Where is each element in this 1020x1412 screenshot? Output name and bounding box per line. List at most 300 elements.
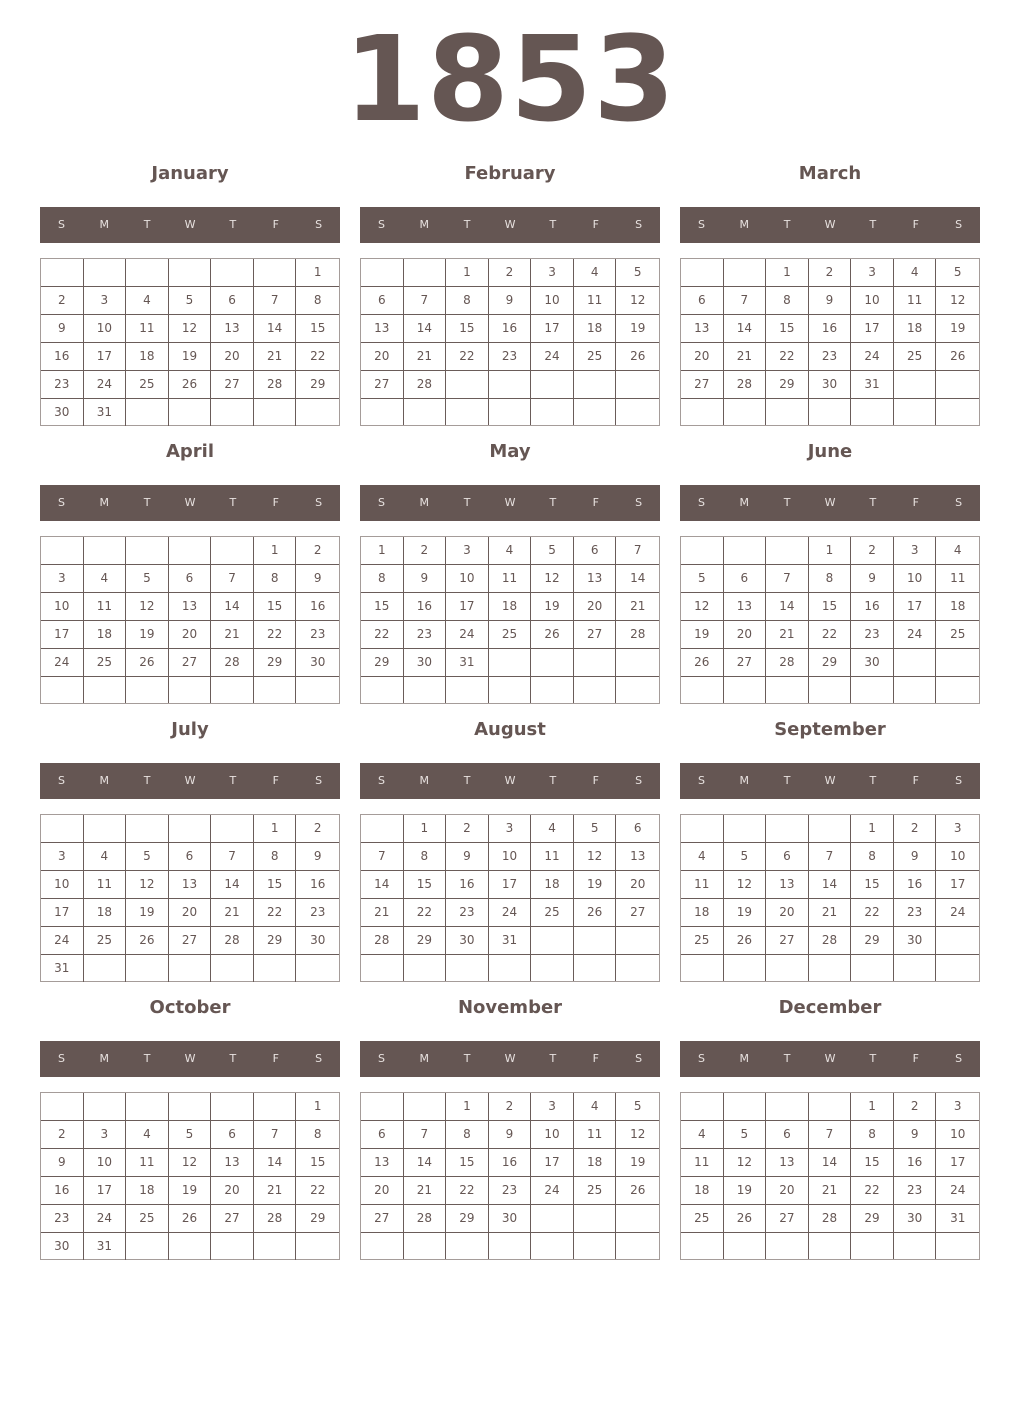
day-cell: 21 [809,1177,852,1205]
day-cell: 2 [894,815,937,843]
empty-cell [531,927,574,955]
month-title: July [171,719,209,740]
day-cell: 19 [126,899,169,927]
day-cell: 18 [84,899,127,927]
day-cell: 11 [489,565,532,593]
empty-cell [531,1233,574,1259]
day-cell: 28 [211,649,254,677]
empty-cell [574,1233,617,1259]
day-cell: 10 [531,1121,574,1149]
empty-cell [126,259,169,287]
empty-cell [574,677,617,703]
day-cell: 3 [446,537,489,565]
weekday-label: S [635,774,643,787]
day-cell: 19 [936,315,979,343]
empty-cell [296,955,339,982]
day-grid [360,1092,660,1260]
day-cell: 3 [84,1121,127,1149]
day-cell: 1 [446,259,489,287]
weekday-label: F [272,496,279,509]
day-cell: 12 [724,871,767,899]
day-cell: 14 [254,1149,297,1177]
day-cell: 25 [126,371,169,399]
empty-cell [616,1205,659,1233]
day-cell: 8 [254,565,297,593]
day-cell: 5 [169,1121,212,1149]
day-cell: 18 [681,1177,724,1205]
day-cell: 24 [446,621,489,649]
weekday-label: F [912,774,919,787]
day-cell: 2 [296,815,339,843]
empty-cell [126,677,169,703]
weekday-label: S [57,774,65,787]
day-cell: 29 [296,371,339,399]
day-cell: 7 [254,1121,297,1149]
day-cell: 19 [169,1177,212,1205]
day-cell: 30 [809,371,852,399]
day-cell: 9 [41,1149,84,1177]
month-title: May [489,441,531,462]
day-grid [40,1092,340,1260]
day-cell: 9 [851,565,894,593]
day-cell: 25 [681,1205,724,1233]
weekday-label: T [549,496,557,509]
weekday-label: W [184,496,196,509]
day-cell: 29 [766,371,809,399]
day-cell: 19 [616,315,659,343]
day-cell: 26 [126,649,169,677]
empty-cell [41,537,84,565]
weekday-label: T [143,496,151,509]
day-cell: 10 [531,287,574,315]
day-cell: 22 [254,621,297,649]
day-cell: 28 [404,1205,447,1233]
day-cell: 8 [446,287,489,315]
day-cell: 17 [41,621,84,649]
day-cell: 7 [616,537,659,565]
day-cell: 1 [296,259,339,287]
day-cell: 19 [616,1149,659,1177]
empty-cell [894,1233,937,1259]
day-cell: 9 [489,1121,532,1149]
day-cell: 22 [404,899,447,927]
day-cell: 2 [809,259,852,287]
day-cell: 7 [766,565,809,593]
day-cell: 17 [936,1149,979,1177]
day-cell: 25 [84,927,127,955]
day-cell: 8 [404,843,447,871]
weekday-header [360,207,660,243]
day-cell: 12 [126,593,169,621]
day-cell: 8 [851,843,894,871]
day-cell: 5 [616,259,659,287]
day-cell: 10 [894,565,937,593]
day-cell: 26 [169,371,212,399]
day-cell: 1 [254,537,297,565]
day-cell: 11 [126,315,169,343]
day-grid [680,1092,980,1260]
empty-cell [574,927,617,955]
day-cell: 29 [446,1205,489,1233]
weekday-header [40,1041,340,1077]
empty-cell [681,955,724,981]
day-cell: 20 [766,899,809,927]
day-cell: 17 [531,1149,574,1177]
day-cell: 30 [404,649,447,677]
day-cell: 15 [851,871,894,899]
day-cell: 20 [574,593,617,621]
day-cell: 18 [574,315,617,343]
empty-cell [936,649,979,677]
day-cell: 8 [766,287,809,315]
empty-cell [531,1205,574,1233]
day-grid [40,258,340,426]
day-cell: 21 [404,1177,447,1205]
empty-cell [531,371,574,399]
weekday-label: S [377,218,385,231]
day-cell: 21 [211,899,254,927]
weekday-header [680,1041,980,1077]
empty-cell [681,677,724,703]
day-cell: 22 [361,621,404,649]
day-cell: 22 [254,899,297,927]
day-cell: 17 [531,315,574,343]
day-cell: 1 [446,1093,489,1121]
empty-cell [211,1093,254,1121]
day-grid [40,814,340,982]
weekday-header [40,763,340,799]
weekday-label: T [143,218,151,231]
day-cell: 13 [169,871,212,899]
day-cell: 3 [851,259,894,287]
day-cell: 18 [84,621,127,649]
day-cell: 29 [404,927,447,955]
day-cell: 3 [894,537,937,565]
day-cell: 24 [41,927,84,955]
weekday-label: W [824,218,836,231]
weekday-label: S [57,496,65,509]
day-cell: 10 [446,565,489,593]
day-cell: 13 [766,1149,809,1177]
weekday-label: W [824,774,836,787]
day-cell: 18 [936,593,979,621]
weekday-label: T [783,218,791,231]
day-cell: 30 [296,649,339,677]
weekday-label: T [463,774,471,787]
day-cell: 16 [894,871,937,899]
empty-cell [489,649,532,677]
day-cell: 31 [489,927,532,955]
day-cell: 14 [361,871,404,899]
day-cell: 14 [404,315,447,343]
day-cell: 26 [574,899,617,927]
day-cell: 11 [84,593,127,621]
day-cell: 29 [254,649,297,677]
empty-cell [169,955,212,982]
day-cell: 24 [84,371,127,399]
weekday-label: T [783,774,791,787]
empty-cell [211,537,254,565]
empty-cell [361,259,404,287]
day-cell: 23 [809,343,852,371]
empty-cell [936,955,979,981]
day-cell: 29 [254,927,297,955]
empty-cell [809,955,852,981]
empty-cell [84,677,127,703]
weekday-header [360,485,660,521]
day-cell: 28 [211,927,254,955]
day-cell: 8 [296,287,339,315]
day-cell: 21 [211,621,254,649]
day-cell: 30 [851,649,894,677]
empty-cell [254,955,297,982]
empty-cell [489,677,532,703]
day-cell: 22 [766,343,809,371]
day-cell: 16 [296,871,339,899]
empty-cell [126,955,169,982]
empty-cell [894,649,937,677]
day-cell: 12 [531,565,574,593]
weekday-label: F [592,218,599,231]
day-cell: 5 [574,815,617,843]
empty-cell [766,1093,809,1121]
day-cell: 21 [766,621,809,649]
weekday-label: T [143,1052,151,1065]
empty-cell [936,677,979,703]
day-cell: 1 [851,815,894,843]
empty-cell [766,1233,809,1259]
day-cell: 5 [724,1121,767,1149]
empty-cell [766,815,809,843]
day-cell: 20 [724,621,767,649]
day-cell: 28 [809,1205,852,1233]
day-cell: 19 [126,621,169,649]
weekday-label: M [419,1052,430,1065]
day-cell: 16 [489,315,532,343]
weekday-label: T [549,218,557,231]
day-cell: 23 [446,899,489,927]
weekday-label: M [99,774,110,787]
empty-cell [766,677,809,703]
day-cell: 8 [296,1121,339,1149]
empty-cell [361,399,404,425]
day-cell: 19 [169,343,212,371]
empty-cell [84,1093,127,1121]
day-cell: 30 [894,1205,937,1233]
empty-cell [936,399,979,425]
day-cell: 27 [766,1205,809,1233]
day-cell: 6 [169,843,212,871]
empty-cell [616,399,659,425]
empty-cell [361,1233,404,1259]
day-cell: 4 [489,537,532,565]
day-cell: 18 [681,899,724,927]
day-cell: 23 [489,1177,532,1205]
day-cell: 23 [296,621,339,649]
day-cell: 13 [766,871,809,899]
day-cell: 13 [361,1149,404,1177]
weekday-label: T [229,774,237,787]
weekday-label: W [824,496,836,509]
empty-cell [296,677,339,703]
day-cell: 4 [681,843,724,871]
day-cell: 27 [574,621,617,649]
weekday-label: F [272,1052,279,1065]
empty-cell [766,399,809,425]
day-cell: 16 [851,593,894,621]
empty-cell [809,815,852,843]
day-cell: 28 [254,371,297,399]
weekday-label: S [315,774,323,787]
weekday-header [680,207,980,243]
empty-cell [404,955,447,981]
empty-cell [404,399,447,425]
weekday-label: M [419,774,430,787]
day-cell: 24 [84,1205,127,1233]
day-cell: 15 [446,1149,489,1177]
weekday-label: W [824,1052,836,1065]
day-cell: 22 [296,1177,339,1205]
day-cell: 6 [766,1121,809,1149]
day-cell: 4 [574,1093,617,1121]
empty-cell [531,649,574,677]
day-cell: 22 [809,621,852,649]
day-cell: 7 [211,843,254,871]
day-cell: 15 [446,315,489,343]
day-cell: 4 [574,259,617,287]
day-cell: 30 [41,1233,84,1260]
day-grid [360,814,660,982]
empty-cell [169,537,212,565]
month-title: January [151,163,229,184]
empty-cell [41,815,84,843]
empty-cell [84,955,127,982]
day-cell: 8 [254,843,297,871]
day-cell: 25 [574,1177,617,1205]
day-cell: 1 [296,1093,339,1121]
weekday-label: S [315,1052,323,1065]
weekday-label: S [377,1052,385,1065]
day-cell: 23 [404,621,447,649]
day-cell: 1 [254,815,297,843]
day-cell: 26 [616,343,659,371]
day-cell: 18 [894,315,937,343]
day-cell: 20 [169,899,212,927]
day-cell: 19 [724,1177,767,1205]
weekday-header [680,485,980,521]
day-cell: 2 [489,259,532,287]
empty-cell [616,955,659,981]
empty-cell [489,399,532,425]
day-cell: 9 [809,287,852,315]
day-cell: 22 [851,1177,894,1205]
weekday-label: S [377,774,385,787]
day-cell: 24 [531,1177,574,1205]
weekday-label: T [463,218,471,231]
day-cell: 19 [724,899,767,927]
day-cell: 7 [361,843,404,871]
empty-cell [894,371,937,399]
day-cell: 5 [936,259,979,287]
day-cell: 7 [404,287,447,315]
day-cell: 10 [84,315,127,343]
empty-cell [681,259,724,287]
day-cell: 30 [894,927,937,955]
day-cell: 24 [41,649,84,677]
day-cell: 26 [936,343,979,371]
day-cell: 3 [84,287,127,315]
empty-cell [894,399,937,425]
empty-cell [616,677,659,703]
weekday-label: M [99,496,110,509]
day-cell: 16 [894,1149,937,1177]
day-grid [360,258,660,426]
empty-cell [404,259,447,287]
day-cell: 7 [809,1121,852,1149]
day-cell: 4 [126,1121,169,1149]
day-cell: 25 [574,343,617,371]
empty-cell [361,1093,404,1121]
day-cell: 28 [254,1205,297,1233]
day-cell: 6 [766,843,809,871]
empty-cell [84,537,127,565]
day-cell: 12 [936,287,979,315]
day-cell: 9 [296,565,339,593]
day-cell: 7 [809,843,852,871]
empty-cell [894,955,937,981]
empty-cell [41,259,84,287]
day-cell: 12 [616,287,659,315]
day-cell: 26 [169,1205,212,1233]
weekday-label: S [697,218,705,231]
day-cell: 24 [936,1177,979,1205]
empty-cell [446,371,489,399]
day-cell: 26 [531,621,574,649]
day-cell: 5 [616,1093,659,1121]
day-cell: 18 [126,343,169,371]
day-cell: 15 [296,315,339,343]
day-cell: 16 [489,1149,532,1177]
weekday-label: W [184,218,196,231]
day-cell: 20 [211,343,254,371]
day-cell: 10 [489,843,532,871]
day-cell: 18 [126,1177,169,1205]
weekday-label: M [99,218,110,231]
day-cell: 19 [574,871,617,899]
day-grid [680,814,980,982]
weekday-label: S [697,774,705,787]
weekday-label: W [184,1052,196,1065]
empty-cell [254,259,297,287]
empty-cell [574,955,617,981]
day-cell: 13 [361,315,404,343]
empty-cell [724,259,767,287]
weekday-label: S [955,496,963,509]
weekday-header [680,763,980,799]
weekday-label: T [463,1052,471,1065]
day-cell: 13 [169,593,212,621]
weekday-label: T [783,1052,791,1065]
day-cell: 7 [211,565,254,593]
day-grid [680,258,980,426]
weekday-label: S [635,496,643,509]
weekday-label: M [739,1052,750,1065]
day-cell: 3 [936,1093,979,1121]
weekday-label: M [419,218,430,231]
day-cell: 14 [404,1149,447,1177]
day-cell: 27 [361,1205,404,1233]
day-cell: 11 [126,1149,169,1177]
